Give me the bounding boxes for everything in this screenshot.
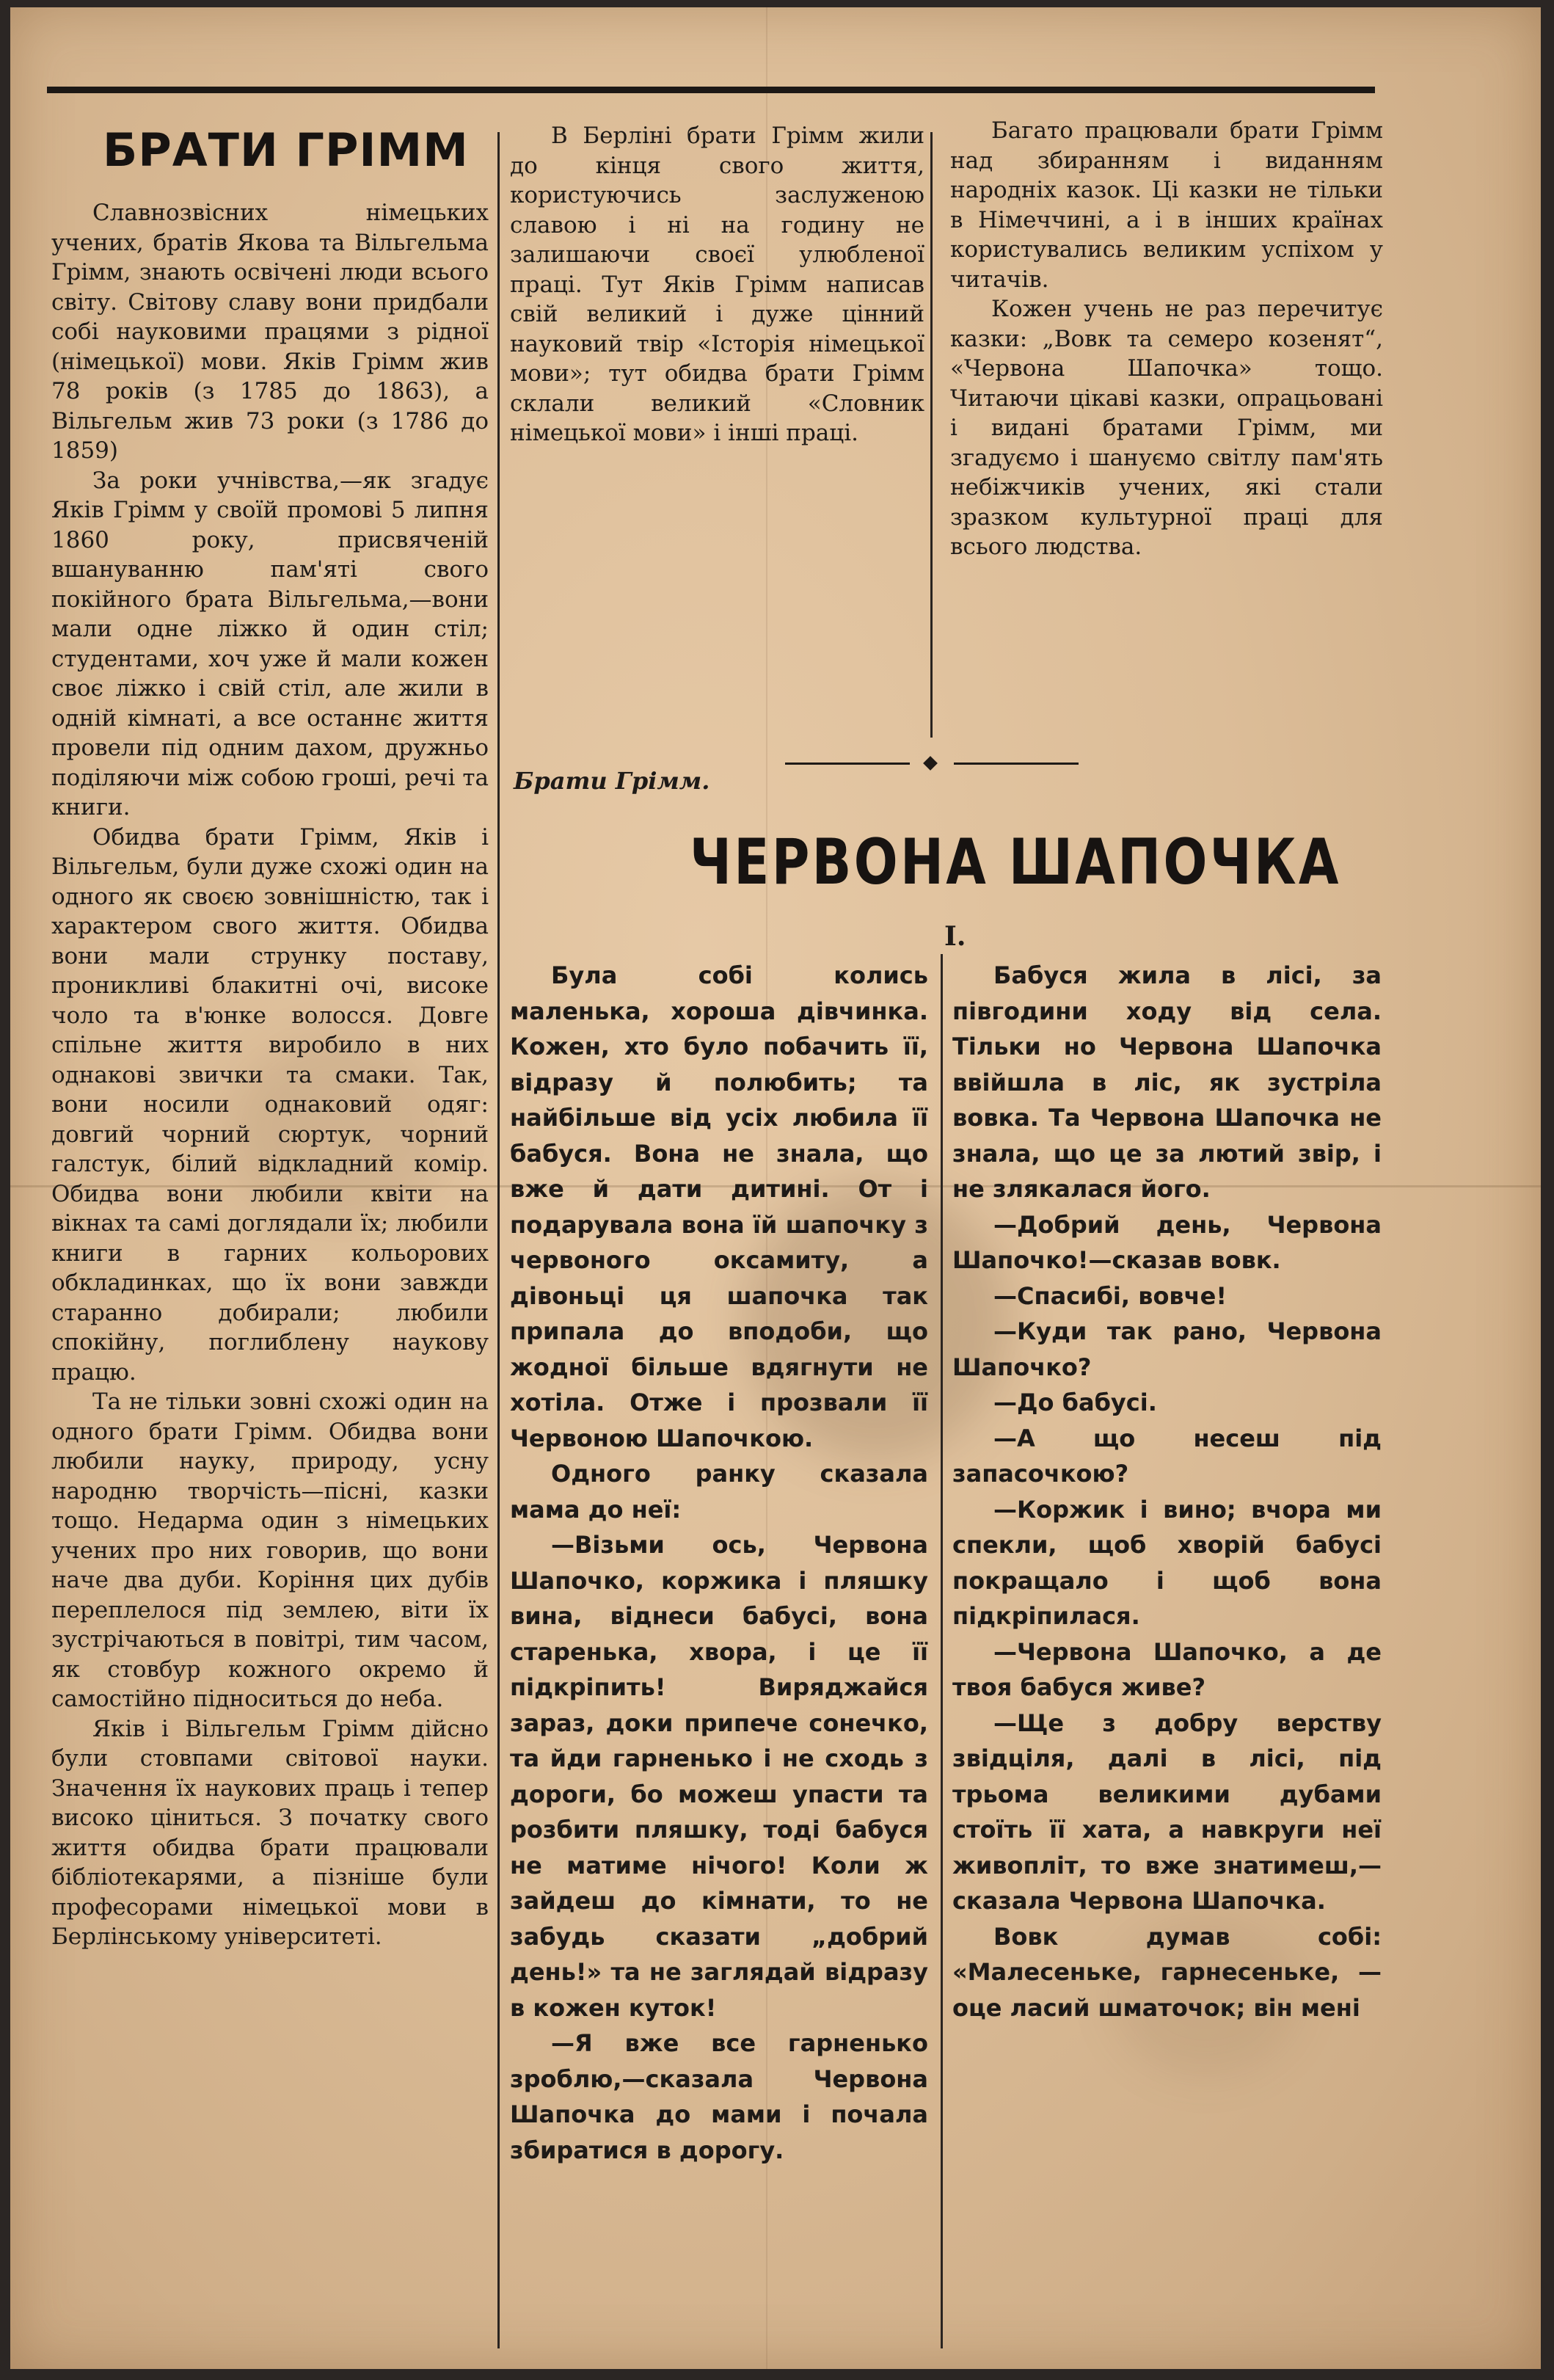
article-paragraph: Багато працювали брати Грімм над збиранням і виданням народніх казок. Ці казки не тільки в Німеччині, а і в інших країнах користувались великим успіхом у читачів. (950, 117, 1383, 293)
story-paragraph: —Добрий день, Червона Шапочко!—сказав вовк. (952, 1210, 1382, 1274)
story-paragraph: Бабуся жила в лісі, за півгодини ходу від села. Тільки но Червона Шапочка ввійшла в ліс, як зустріла вовка. Та Червона Шапочка не знала, що це за лютий звір, і не злякалася його. (952, 961, 1382, 1203)
story-column-left (510, 958, 928, 2168)
story-paragraph: Була собі колись маленька, хороша дівчинка. Кожен, хто було побачить її, відразу й полюбить; та найбільше від усіх любила її бабуся. Вона не знала, що вже й дати дитині. От і подарувала вона їй шапочку з червоного оксамиту, а дівоньці ця шапочка так припала до вподоби, що жодної більше вдягнути не хотіла. Отже і прозвали її Червоною Шапочкою. (510, 961, 928, 1452)
story-paragraph: —Куди так рано, Червона Шапочко? (952, 1317, 1382, 1381)
article-paragraph: За роки учнівства,—як згадує Яків Грімм у своїй промові 5 липня 1860 року, присвяченій вшануванню пам'яті свого покійного брата Вільгельма,—вони мали одне ліжко й один стіл; студентами, хоч уже й мали кожен своє ліжко і свій стіл, але жили в одній кімнаті, а все останнє життя провели під одним дахом, дружньо поділяючи між собою гроші, речі та книги. (51, 467, 489, 820)
story-title: ЧЕРВОНА ШАПОЧКА (690, 826, 1341, 899)
article-paragraph: Кожен учень не раз перечитує казки: „Вовк та семеро козенят“, «Червона Шапочка» тощо. Читаючи цікаві казки, опрацьовані і видані братами Грімм, ми згадуємо і шануємо світлу пам'ять небіжчиків учених, які стали зразком культурної праці для всього людства. (950, 296, 1383, 560)
top-rule (47, 87, 1375, 93)
story-paragraph: —Червона Шапочко, а де твоя бабуся живе? (952, 1637, 1382, 1701)
article-column-3 (950, 116, 1383, 562)
story-paragraph: —Ще з добру верству звідціля, далі в лісі, під трьома великими дубами стоїть її хата, а навкруги неї живопліт, то вже знатимеш,—сказала Червона Шапочка. (952, 1708, 1382, 1915)
article-column-2 (510, 121, 924, 448)
column-rule-top-right (930, 132, 933, 738)
story-paragraph: —А що несеш під запасочкою? (952, 1424, 1382, 1488)
article-paragraph: Та не тільки зовні схожі один на одного брати Грімм. Обидва вони любили науку, природу, усну народню творчість—пісні, казки тощо. Недарма один з німецьких учених про них говорив, що вони наче два дуби. Коріння цих дубів переплелося під землею, віти їх зустрічаються в повітрі, тим часом, як стовбур кожного окремо й самостійно підноситься до неба. (51, 1389, 489, 1712)
story-paragraph: —Я вже все гарненько зроблю,—сказала Червона Шапочка до мами і почала збиратися в дорогу. (510, 2029, 928, 2164)
article-paragraph: Славнозвісних німецьких учених, братів Якова та Вільгельма Грімм, знають освічені люди всього світу. Світову славу вони придбали собі науковими працями з рідної (німецької) мови. Яків Грімм жив 78 років (з 1785 до 1863), а Вільгельм жив 73 роки (з 1786 до 1859) (51, 200, 489, 464)
article-paragraph: Яків і Вільгельм Грімм дійсно були стовпами світової науки. Значення їх наукових праць і тепер високо цiниться. З початку свого життя обидва брати працювали бібліотекарями, а пізніше були професорами німецької мови в Берлінському університеті. (51, 1715, 489, 1950)
story-paragraph: Вовк думав собі: «Малесеньке, гарнесеньке, — оце ласий шматочок; він мені (952, 1922, 1382, 2022)
story-paragraph: Одного ранку сказала мама до неї: (510, 1460, 928, 1524)
story-paragraph: —Спасибі, вовче! (993, 1281, 1227, 1310)
article-title: БРАТИ ГРІММ (103, 123, 469, 177)
article-paragraph: В Берліні брати Грімм жили до кінця свого життя, користуючись заслуженою славою і ні на годину не залишаючи своєї улюбленої праці. Тут Яків Грімм написав свій великий і дуже цінний науковий твір «Історія німецької мови»; тут обидва брати Грімм склали великий «Словник німецької мови» і інші праці. (510, 123, 924, 446)
story-column-right (952, 958, 1382, 2026)
column-rule-left (497, 132, 500, 2348)
story-byline: Брати Грімм. (514, 767, 710, 795)
story-paragraph: —До бабусі. (993, 1389, 1157, 1416)
chapter-number: I. (944, 921, 966, 952)
article-paragraph: Обидва брати Грімм, Яків і Вільгельм, були дуже схожі один на одного як своєю зовнішністю, так і характером свого життя. Обидва вони мали струнку поставу, проникливі блакитні очі, високе чоло та в'юнке волосся. Довге спільне життя виробило в них однакові звички та смаки. Так, вони носили однаковий одяг: довгий чорний сюртук, чорний галстук, білий відкладний комір. Обидва вони любили квіти на вікнах та самі доглядали їх; любили книги в гарних кольорових обкладинках, що їх вони завжди старанно добирали; любили спокійну, поглиблену наукову працю. (51, 823, 489, 1386)
section-divider (785, 756, 1079, 771)
column-rule-bottom-right (941, 954, 943, 2348)
story-paragraph: —Візьми ось, Червона Шапочко, коржика і пляшку вина, віднеси бабусі, вона старенька, хвора, і це її підкріпить! Виряджайся зараз, доки припече сонечко, та йди гарненько і не сходь з дороги, бо можеш упасти та розбити пляшку, тоді бабуся не матиме нічого! Коли ж зайдеш до кімнати, то не забудь сказати „добрий день!» та не заглядай відразу в кожен куток! (510, 1531, 928, 2022)
story-paragraph: —Коржик і вино; вчора ми спекли, щоб хворій бабусі покращало і щоб вона підкріпилася. (952, 1495, 1382, 1630)
article-column-1 (51, 198, 489, 1952)
